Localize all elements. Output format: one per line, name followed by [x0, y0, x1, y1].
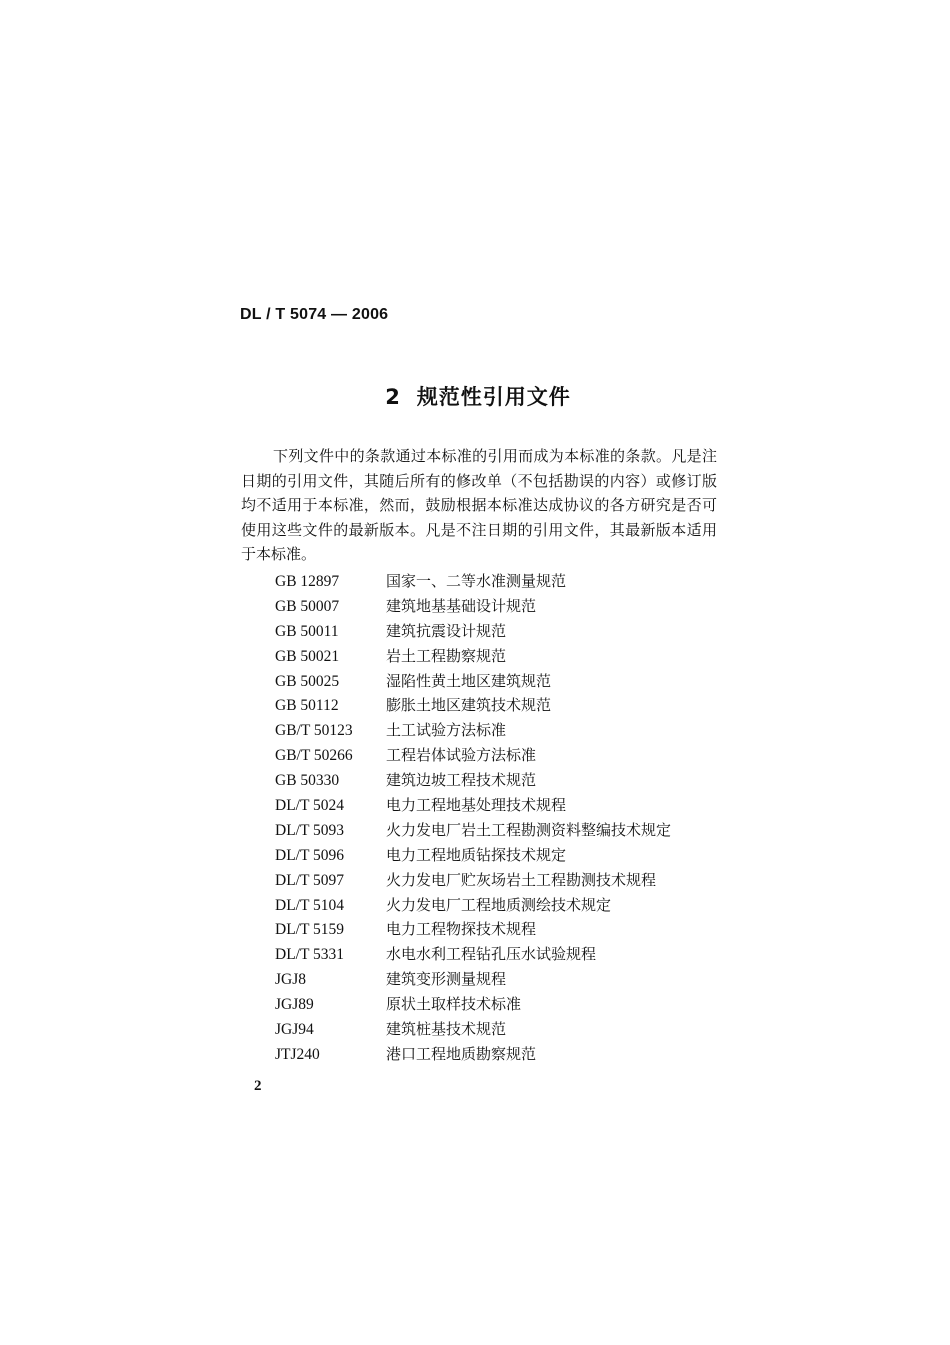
reference-code: DL/T 5024: [275, 797, 345, 815]
standard-code: DL / T 5074 — 2006: [240, 306, 389, 323]
reference-title: 土工试验方法标准: [386, 721, 507, 740]
reference-title: 工程岩体试验方法标准: [386, 746, 537, 765]
section-heading: [240, 381, 716, 411]
reference-item: [275, 743, 671, 768]
reference-item: [275, 868, 671, 893]
reference-code: JTJ240: [275, 1045, 320, 1063]
reference-item: [275, 843, 671, 868]
reference-title: 湿陷性黄土地区建筑规范: [386, 671, 552, 690]
reference-title: 建筑变形测量规程: [386, 970, 507, 989]
reference-title: 建筑桩基技术规范: [386, 1020, 507, 1039]
reference-item: [275, 818, 671, 843]
reference-title: 电力工程地质钻探技术规定: [386, 845, 567, 864]
reference-item: [275, 693, 671, 718]
reference-code: GB 50025: [275, 672, 340, 690]
reference-title: 建筑地基基础设计规范: [386, 596, 537, 615]
section-number: 2: [385, 385, 401, 409]
reference-item: [275, 1017, 671, 1042]
reference-code: DL/T 5097: [275, 871, 345, 889]
reference-code: GB 50011: [275, 622, 339, 640]
reference-item: [275, 942, 671, 967]
reference-code: GB/T 50266: [275, 747, 353, 765]
reference-title: 电力工程地基处理技术规程: [386, 796, 567, 815]
reference-item: [275, 594, 671, 619]
reference-item: [275, 992, 671, 1017]
reference-title: 电力工程物探技术规程: [386, 920, 537, 939]
reference-title: 国家一、二等水准测量规范: [386, 572, 567, 590]
reference-title: 建筑边坡工程技术规范: [386, 771, 537, 790]
reference-title: 水电水利工程钻孔压水试验规程: [386, 945, 597, 964]
reference-item: [275, 917, 671, 942]
reference-code: GB 50007: [275, 597, 340, 615]
reference-item: [275, 793, 671, 818]
reference-title: 建筑抗震设计规范: [386, 621, 507, 640]
reference-title: 港口工程地质勘察规范: [386, 1044, 537, 1063]
reference-code: DL/T 5159: [275, 921, 345, 939]
section-title: 规范性引用文件: [416, 385, 571, 409]
reference-code: GB 50021: [275, 647, 340, 665]
reference-code: JGJ89: [275, 996, 314, 1014]
reference-title: 火力发电厂工程地质测绘技术规定: [386, 895, 612, 914]
reference-code: DL/T 5093: [275, 821, 345, 839]
reference-code: GB 50112: [275, 697, 339, 715]
reference-title: 膨胀土地区建筑技术规范: [386, 696, 552, 715]
reference-list: [275, 569, 671, 1067]
reference-code: GB/T 50123: [275, 722, 353, 740]
reference-title: 原状土取样技术标准: [386, 995, 522, 1014]
reference-item: [275, 569, 671, 594]
reference-item: [275, 718, 671, 743]
reference-code: JGJ8: [275, 971, 307, 989]
reference-title: 岩土工程勘察规范: [386, 646, 507, 665]
reference-code: JGJ94: [275, 1021, 314, 1039]
reference-item: [275, 1042, 671, 1067]
reference-item: [275, 644, 671, 669]
reference-code: DL/T 5104: [275, 896, 345, 914]
reference-title: 火力发电厂岩土工程勘测资料整编技术规定: [386, 820, 672, 839]
reference-item: [275, 619, 671, 644]
reference-code: DL/T 5096: [275, 846, 345, 864]
page-number: 2: [254, 1078, 262, 1094]
reference-code: GB 12897: [275, 573, 340, 590]
reference-title: 火力发电厂贮灰场岩土工程勘测技术规程: [386, 870, 657, 889]
reference-item: [275, 893, 671, 918]
reference-code: GB 50330: [275, 772, 340, 790]
reference-item: [275, 669, 671, 694]
reference-item: [275, 967, 671, 992]
reference-item: [275, 768, 671, 793]
reference-code: DL/T 5331: [275, 946, 345, 964]
intro-paragraph: 下列文件中的条款通过本标准的引用而成为本标准的条款。凡是注日期的引用文件，其随后所有的修改单（不包括勘误的内容）或修订版均不适用于本标准，然而，鼓励根据本标准达成协议的各方研究是否可使用这些文件的最新版本。凡是不注日期的引用文件，其最新版本适用于本标准。: [241, 447, 717, 564]
